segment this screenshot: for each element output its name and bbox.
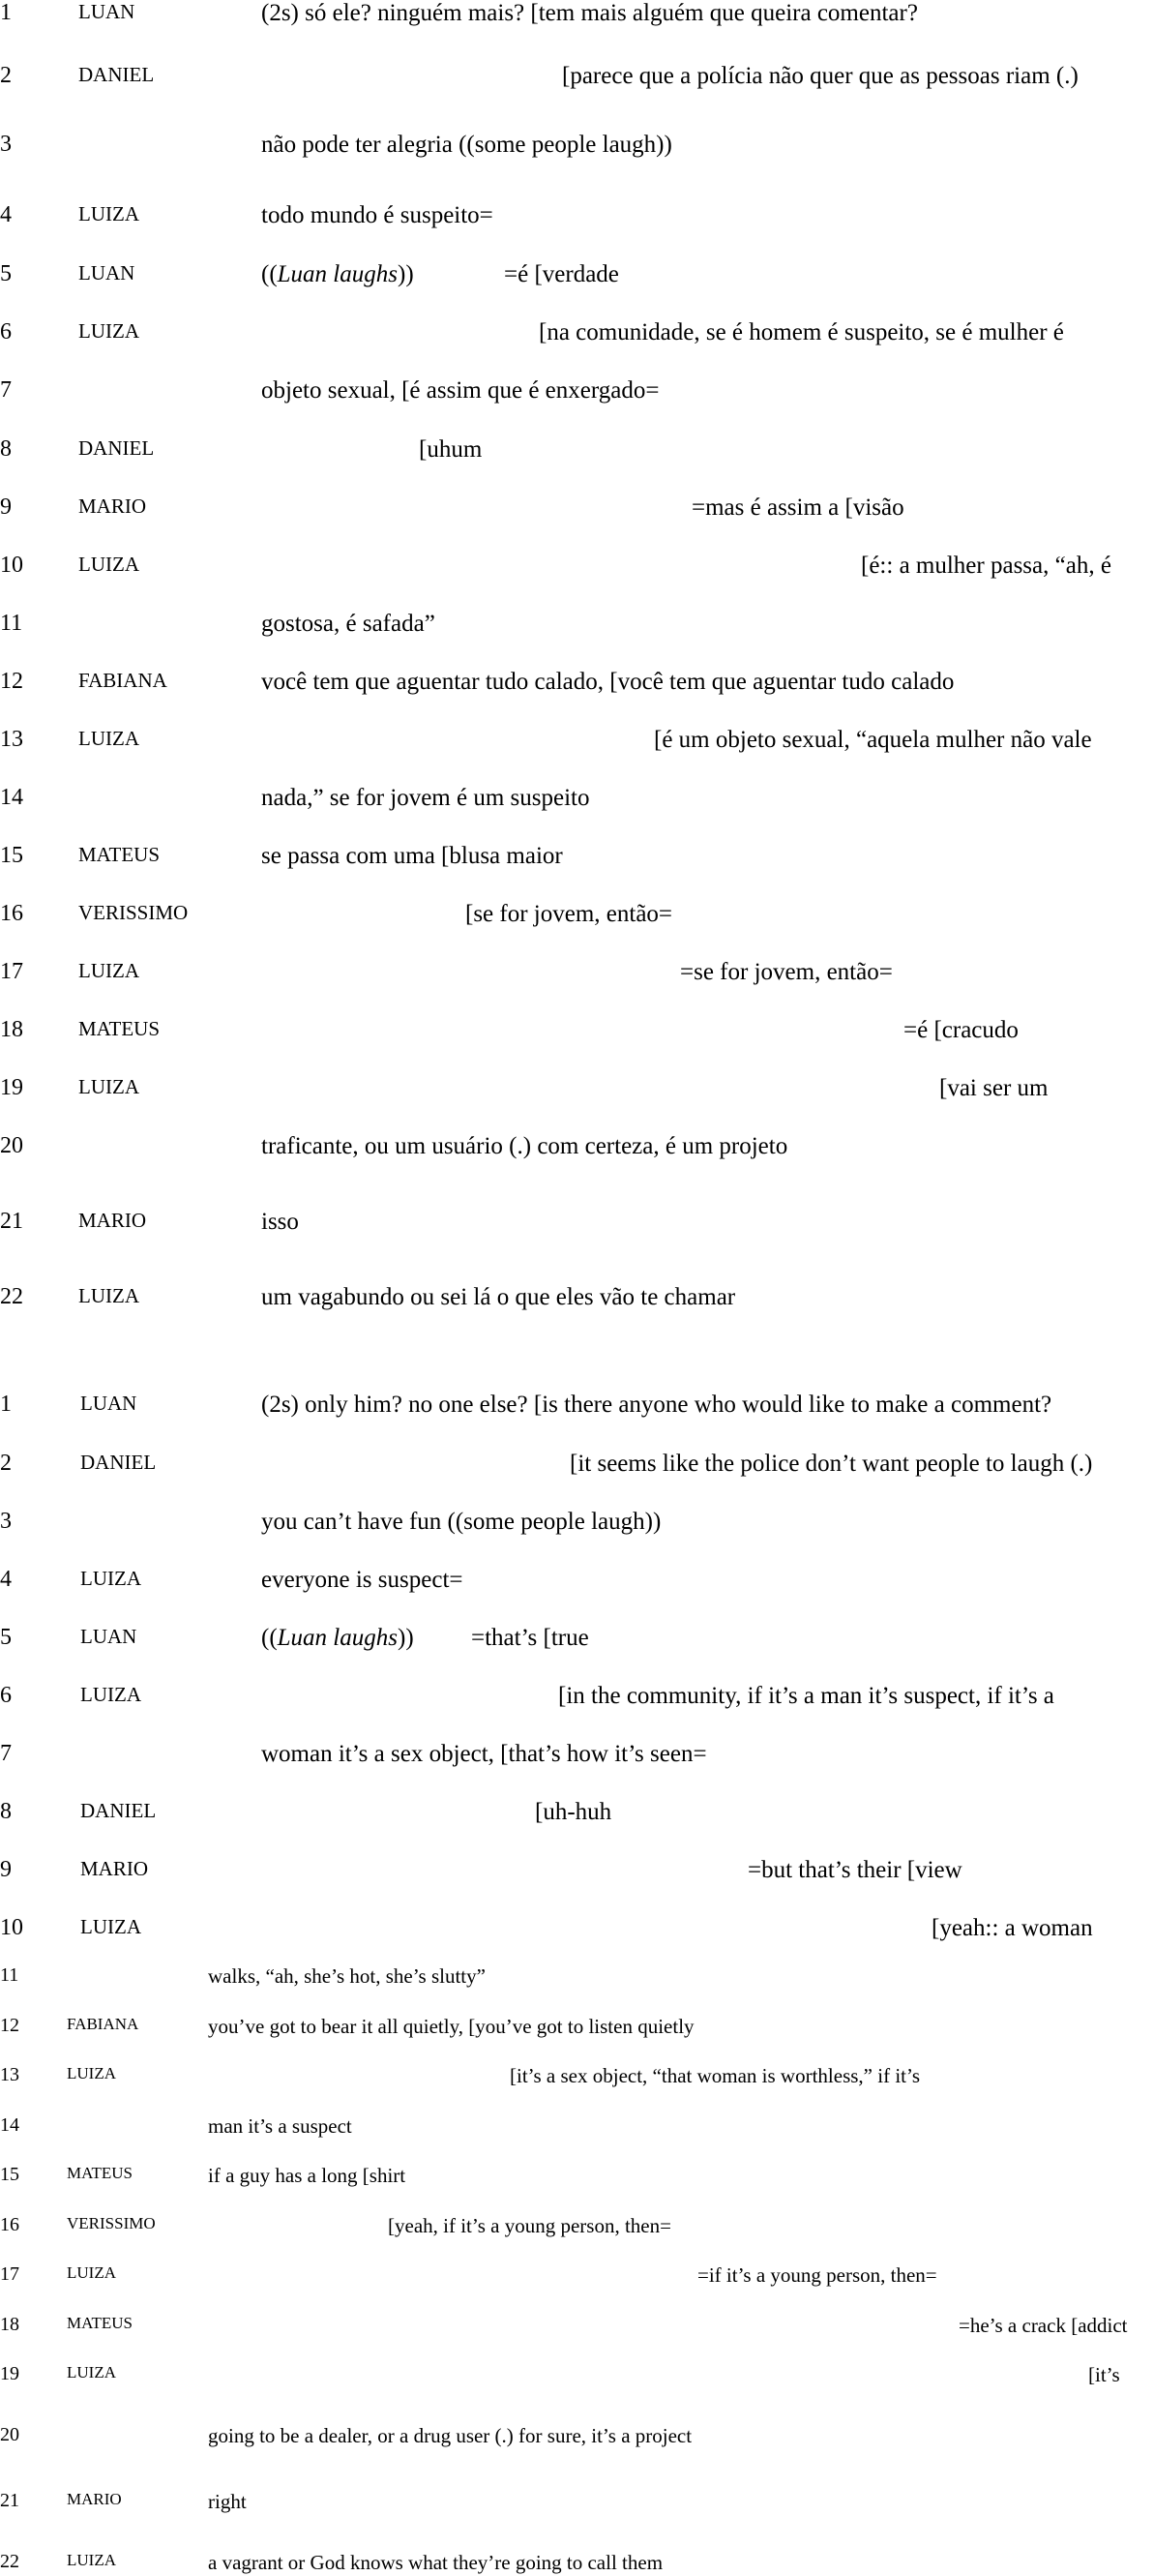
- line-number: 13: [0, 2064, 19, 2085]
- utterance-text: man it’s a suspect: [208, 2114, 352, 2138]
- utterance-text: [it’s a sex object, “that woman is worthless,” if it’s: [510, 2064, 920, 2087]
- line-number: 5: [0, 261, 12, 286]
- speaker-name: MATEUS: [78, 843, 161, 866]
- speaker-name: VERISSIMO: [78, 901, 189, 924]
- line-number: 20: [0, 2424, 19, 2445]
- speaker-name: LUIZA: [78, 202, 139, 225]
- speaker-name: LUAN: [80, 1625, 137, 1648]
- line-number: 6: [0, 319, 12, 344]
- line-number: 8: [0, 1799, 12, 1824]
- line-number: 1: [0, 0, 12, 25]
- line-number: 7: [0, 1741, 12, 1766]
- speaker-name: MARIO: [78, 1209, 147, 1232]
- utterance-text: =if it’s a young person, then=: [697, 2263, 937, 2287]
- utterance-text: going to be a dealer, or a drug user (.) for sure, it’s a project: [208, 2424, 693, 2447]
- utterance-text: =mas é assim a [visão: [692, 494, 904, 521]
- overlap-text: =é [verdade: [504, 261, 619, 287]
- italic-annotation: Luan laughs: [277, 1625, 398, 1651]
- line-number: 18: [0, 1017, 23, 1042]
- line-number: 11: [0, 1964, 19, 1986]
- utterance-text: (2s) só ele? ninguém mais? [tem mais alguém que queira comentar?: [261, 0, 918, 26]
- utterance-text: [it seems like the police don’t want people to laugh (.): [570, 1451, 1093, 1477]
- utterance-text: walks, “ah, she’s hot, she’s slutty”: [208, 1964, 486, 1988]
- speaker-name: LUIZA: [67, 2064, 116, 2082]
- line-number: 19: [0, 2363, 19, 2384]
- speaker-name: LUIZA: [78, 1075, 139, 1098]
- line-number: 22: [0, 2551, 19, 2572]
- speaker-name: MATEUS: [67, 2164, 133, 2182]
- utterance-text: =he’s a crack [addict: [959, 2314, 1128, 2337]
- utterance-text: (2s) only him? no one else? [is there anyone who would like to make a comment?: [261, 1392, 1052, 1418]
- utterance-text: woman it’s a sex object, [that’s how it’s seen=: [261, 1741, 707, 1767]
- line-number: 4: [0, 1567, 12, 1592]
- speaker-name: LUIZA: [78, 553, 139, 576]
- speaker-name: LUIZA: [78, 959, 139, 982]
- line-number: 2: [0, 1451, 12, 1476]
- speaker-name: LUIZA: [67, 2551, 116, 2569]
- line-number: 3: [0, 132, 12, 157]
- speaker-name: LUIZA: [80, 1567, 141, 1590]
- utterance-text: um vagabundo ou sei lá o que eles vão te chamar: [261, 1284, 736, 1310]
- speaker-name: LUAN: [80, 1392, 137, 1415]
- speaker-name: MARIO: [67, 2490, 122, 2508]
- line-number: 13: [0, 727, 23, 752]
- utterance-text: você tem que aguentar tudo calado, [você tem que aguentar tudo calado: [261, 669, 955, 695]
- utterance-text: =se for jovem, então=: [680, 959, 893, 985]
- speaker-name: LUIZA: [80, 1915, 141, 1938]
- line-number: 15: [0, 843, 23, 868]
- line-number: 21: [0, 2490, 19, 2511]
- utterance-text: se passa com uma [blusa maior: [261, 843, 563, 869]
- utterance-text: [uhum: [419, 436, 483, 463]
- line-number: 18: [0, 2314, 19, 2335]
- speaker-name: DANIEL: [80, 1451, 157, 1474]
- line-number: 10: [0, 553, 23, 578]
- utterance-text: nada,” se for jovem é um suspeito: [261, 785, 590, 811]
- line-number: 5: [0, 1625, 12, 1650]
- utterance-text: you can’t have fun ((some people laugh)): [261, 1509, 662, 1535]
- utterance-text: ((Luan laughs)): [261, 1625, 414, 1651]
- utterance-text: =é [cracudo: [903, 1017, 1019, 1043]
- speaker-name: LUIZA: [80, 1683, 141, 1706]
- italic-annotation: Luan laughs: [277, 261, 398, 287]
- utterance-text: right: [208, 2490, 247, 2513]
- speaker-name: LUIZA: [67, 2263, 116, 2282]
- line-number: 17: [0, 2263, 19, 2285]
- speaker-name: FABIANA: [67, 2015, 139, 2033]
- line-number: 20: [0, 1133, 23, 1158]
- utterance-text: todo mundo é suspeito=: [261, 202, 493, 228]
- speaker-name: MARIO: [78, 494, 147, 518]
- utterance-text: [yeah:: a woman: [932, 1915, 1093, 1941]
- overlap-text: =that’s [true: [471, 1625, 589, 1651]
- speaker-name: LUIZA: [67, 2363, 116, 2381]
- line-number: 9: [0, 494, 12, 520]
- line-number: 3: [0, 1509, 12, 1534]
- line-number: 14: [0, 2114, 19, 2136]
- speaker-name: LUIZA: [78, 319, 139, 343]
- line-number: 4: [0, 202, 12, 227]
- speaker-name: FABIANA: [78, 669, 167, 692]
- line-number: 11: [0, 611, 23, 636]
- utterance-text: if a guy has a long [shirt: [208, 2164, 406, 2187]
- utterance-text: traficante, ou um usuário (.) com certeza, é um projeto: [261, 1133, 788, 1159]
- line-number: 14: [0, 785, 23, 810]
- utterance-text: =but that’s their [view: [748, 1857, 962, 1883]
- utterance-text: [na comunidade, se é homem é suspeito, se é mulher é: [539, 319, 1064, 345]
- utterance-text: gostosa, é safada”: [261, 611, 435, 637]
- line-number: 8: [0, 436, 12, 462]
- line-number: 6: [0, 1683, 12, 1708]
- line-number: 12: [0, 669, 23, 694]
- speaker-name: DANIEL: [80, 1799, 157, 1822]
- utterance-text: [se for jovem, então=: [465, 901, 673, 927]
- line-number: 21: [0, 1209, 23, 1234]
- line-number: 12: [0, 2015, 19, 2036]
- utterance-text: [vai ser um: [939, 1075, 1049, 1101]
- line-number: 19: [0, 1075, 23, 1100]
- utterance-text: ((Luan laughs)): [261, 261, 414, 287]
- speaker-name: LUAN: [78, 261, 135, 285]
- speaker-name: LUAN: [78, 0, 135, 23]
- utterance-text: [uh-huh: [535, 1799, 612, 1825]
- speaker-name: MARIO: [80, 1857, 149, 1880]
- speaker-name: DANIEL: [78, 436, 155, 460]
- utterance-text: não pode ter alegria ((some people laugh)): [261, 132, 672, 158]
- utterance-text: [in the community, if it’s a man it’s suspect, if it’s a: [558, 1683, 1054, 1709]
- line-number: 17: [0, 959, 23, 984]
- line-number: 15: [0, 2164, 19, 2185]
- utterance-text: [parece que a polícia não quer que as pessoas riam (.): [562, 63, 1079, 89]
- speaker-name: LUIZA: [78, 727, 139, 750]
- utterance-text: [it’s: [1088, 2363, 1120, 2386]
- line-number: 7: [0, 377, 12, 403]
- speaker-name: VERISSIMO: [67, 2214, 156, 2232]
- utterance-text: objeto sexual, [é assim que é enxergado=: [261, 377, 660, 404]
- utterance-text: you’ve got to bear it all quietly, [you’ve got to listen quietly: [208, 2015, 695, 2038]
- speaker-name: MATEUS: [78, 1017, 161, 1040]
- line-number: 10: [0, 1915, 23, 1940]
- line-number: 16: [0, 901, 23, 926]
- line-number: 16: [0, 2214, 19, 2235]
- utterance-text: [yeah, if it’s a young person, then=: [388, 2214, 671, 2237]
- utterance-text: isso: [261, 1209, 299, 1235]
- line-number: 2: [0, 63, 12, 88]
- speaker-name: DANIEL: [78, 63, 155, 86]
- utterance-text: a vagrant or God knows what they’re going to call them: [208, 2551, 664, 2574]
- speaker-name: LUIZA: [78, 1284, 139, 1307]
- line-number: 9: [0, 1857, 12, 1882]
- line-number: 22: [0, 1284, 23, 1309]
- utterance-text: [é um objeto sexual, “aquela mulher não vale: [654, 727, 1092, 753]
- utterance-text: [é:: a mulher passa, “ah, é: [861, 553, 1111, 579]
- speaker-name: MATEUS: [67, 2314, 133, 2332]
- utterance-text: everyone is suspect=: [261, 1567, 463, 1593]
- line-number: 1: [0, 1392, 12, 1417]
